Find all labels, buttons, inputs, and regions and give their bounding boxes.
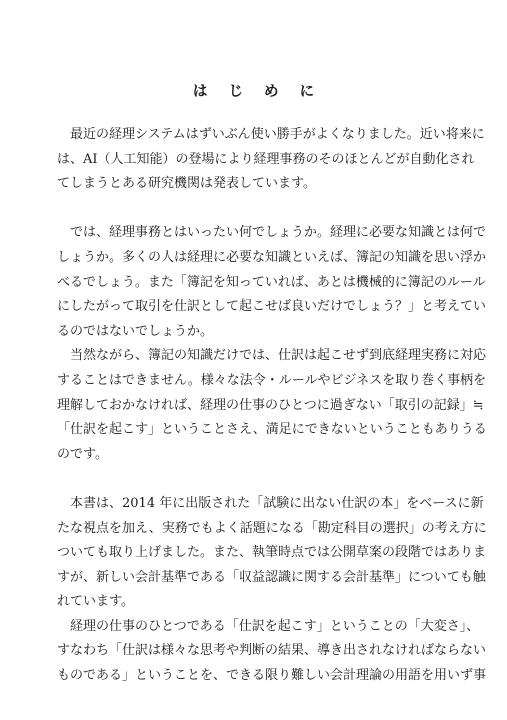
paragraph-gap [57,197,452,222]
text-line: 当然ながら、簿記の知識だけでは、仕訳は起こせず到底経理実務に対応 [57,348,487,364]
text-line: ものである」ということを、できる限り難しい会計理論の用語を用いず事 [57,668,487,684]
paragraph [57,123,485,197]
text-line: 経理の仕事のひとつである「仕訳を起こす」ということの「大変さ」、 [57,618,480,634]
text-line: は、AI（人工知能）の登場により経理事務のそのほとんどが自動化され [57,151,475,167]
text-line: たな視点を加え、実務でもよく話題になる「勘定科目の選択」の考え方に [57,520,487,536]
text-line: のです。 [57,446,108,462]
text-line: てしまうとある研究機関は発表しています。 [57,176,316,192]
text-line: にしたがって取引を仕訳として起こせば良いだけでしょう？」と考えてい [57,299,487,315]
page-title: は じ め に [192,84,323,100]
text-line: 理解しておかなければ、経理の仕事のひとつに過ぎない「取引の記録」≒ [57,397,484,413]
text-line: 本書は、2014 年に出版された「試験に出ない仕訳の本」をベースに新 [57,495,484,511]
text-line: れています。 [57,594,134,610]
body-text [57,123,487,689]
text-line: 最近の経理システムはずいぶん使い勝手がよくなりました。近い将来に [57,127,485,142]
paragraph [57,615,487,689]
text-line: すなわち「仕訳は様々な思考や判断の結果、導き出されなければならない [57,643,487,659]
text-line: すが、新しい会計基準である「収益認識に関する会計基準」についても触 [57,569,486,585]
text-line: では、経理事務とはいったい何でしょうか。経理に必要な知識とは何で [57,225,487,241]
text-line: しょうか。多くの人は経理に必要な知識といえば、簿記の知識を思い浮か [57,249,487,265]
text-line: することはできません。様々な法令・ルールやビジネスを取り巻く事柄を [57,372,487,388]
paragraph [57,492,487,615]
text-line: るのではないでしょうか。 [57,323,214,339]
text-line: ついても取り上げました。また、執筆時点では公開草案の段階ではありま [57,545,487,561]
paragraph [57,344,487,467]
text-line: 「仕訳を起こす」ということさえ、満足にできないということもありうる [57,422,487,438]
paragraph-gap [57,467,452,492]
paragraph [57,221,487,344]
text-line: べるでしょう。また「簿記を知っていれば、あとは機械的に簿記のルール [57,274,486,290]
